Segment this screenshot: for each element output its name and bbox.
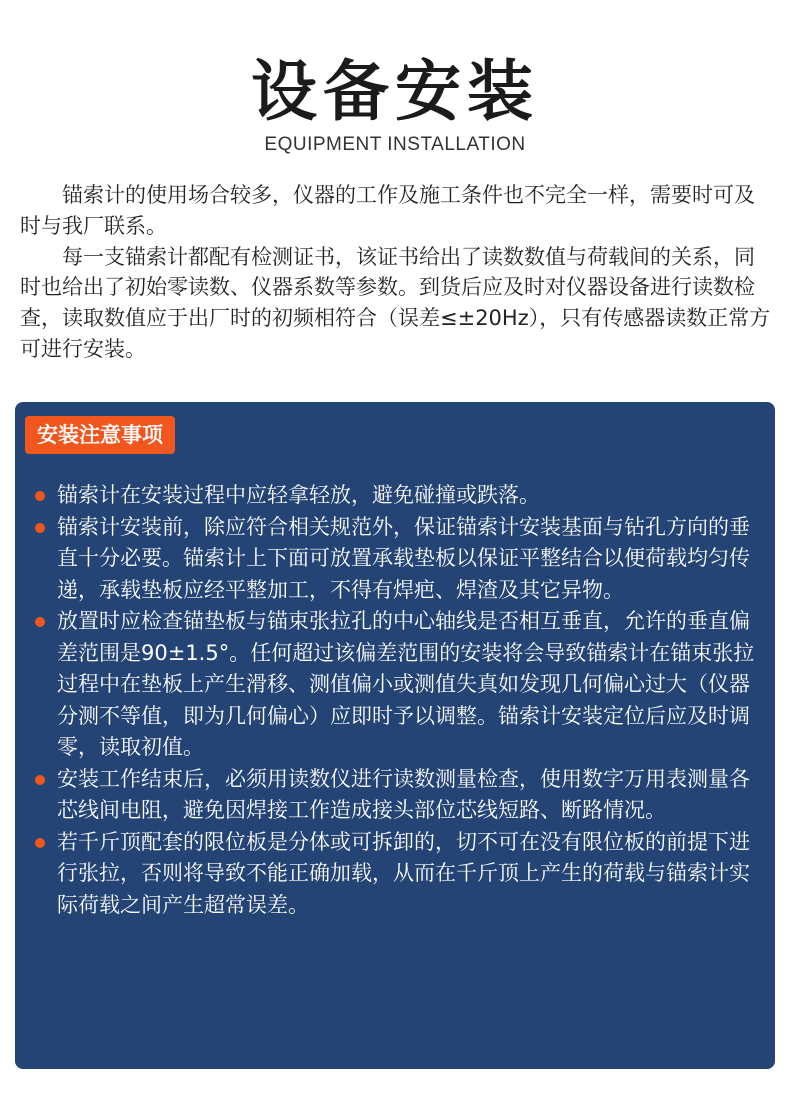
list-item — [33, 764, 763, 827]
bullet-dot-icon — [35, 491, 45, 501]
list-item — [33, 606, 763, 764]
bullet-dot-icon — [35, 523, 45, 533]
note-text: 锚索计在安装过程中应轻拿轻放，避免碰撞或跌落。 — [57, 483, 540, 507]
notes-badge: 安装注意事项 — [25, 416, 175, 454]
note-text: 安装工作结束后，必须用读数仪进行读数测量检查，使用数字万用表测量各芯线间电阻，避免因焊接工作造成接头部位芯线短路、断路情况。 — [57, 766, 750, 822]
list-item — [33, 480, 763, 512]
intro-section — [20, 180, 772, 365]
bullet-dot-icon — [35, 838, 45, 848]
list-item — [33, 827, 763, 922]
installation-notes-panel — [15, 402, 775, 1069]
note-text: 若千斤顶配套的限位板是分体或可拆卸的，切不可在没有限位板的前提下进行张拉，否则将导致不能正确加载，从而在千斤顶上产生的荷载与锚索计实际荷载之间产生超常误差。 — [57, 829, 750, 917]
page-title: 设备安装 — [251, 53, 539, 130]
intro-paragraph: 锚索计的使用场合较多，仪器的工作及施工条件也不完全一样，需要时可及时与我厂联系。 — [20, 183, 755, 238]
note-text: 锚索计安装前，除应符合相关规范外，保证锚索计安装基面与钻孔方向的垂直十分必要。锚索计上下面可放置承载垫板以保证平整结合以便荷载均匀传递，承载垫板应经平整加工，不得有焊疤、焊渣及其它异物。 — [57, 514, 750, 602]
list-item — [33, 512, 763, 607]
notes-list — [33, 480, 763, 921]
page-subtitle: EQUIPMENT INSTALLATION — [264, 134, 526, 155]
intro-paragraph: 每一支锚索计都配有检测证书，该证书给出了读数数值与荷载间的关系，同时也给出了初始零读数、仪器系数等参数。到货后应及时对仪器设备进行读数检查，读取数值应于出厂时的初频相符合（误差≤±20Hz），只有传感器读数正常方可进行安装。 — [20, 244, 771, 361]
note-text: 放置时应检查锚垫板与锚束张拉孔的中心轴线是否相互垂直，允许的垂直偏差范围是90±1.5°。任何超过该偏差范围的安装将会导致锚索计在锚束张拉过程中在垫板上产生滑移、测值偏小或测值失真如发现几何偏心过大（仪器分测不等值，即为几何偏心）应即时予以调整。锚索计安装定位后应及时调零，读取初值。 — [57, 609, 755, 759]
bullet-dot-icon — [35, 617, 45, 627]
bullet-dot-icon — [35, 775, 45, 785]
